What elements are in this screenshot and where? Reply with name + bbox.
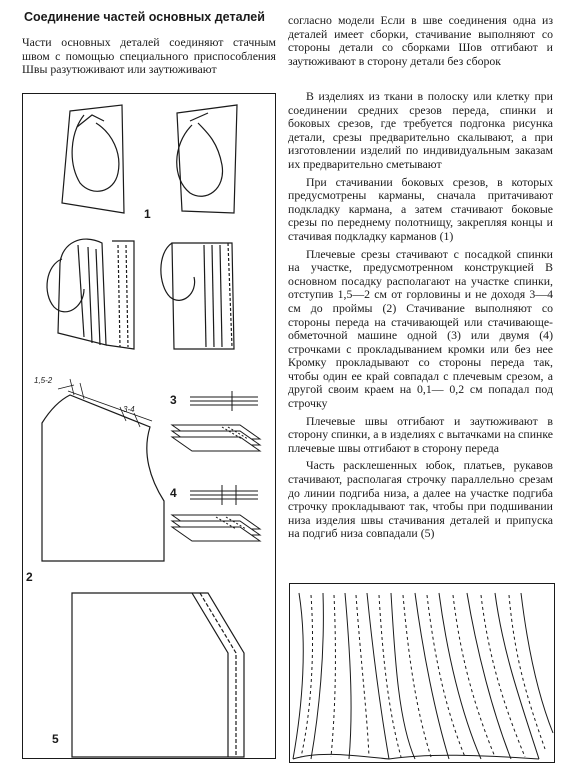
right-text-column-2 bbox=[288, 90, 553, 545]
figure-label-1: 1 bbox=[144, 207, 151, 221]
skirt-pocket-right bbox=[161, 243, 234, 349]
right-text-column bbox=[288, 14, 553, 72]
figure-label-2: 2 bbox=[26, 570, 33, 584]
seam-diagram-3-top bbox=[190, 391, 258, 411]
section-heading: Соединение частей основных деталей bbox=[24, 10, 265, 24]
skirt-folds bbox=[293, 593, 553, 759]
skirt-pocket-left bbox=[47, 239, 134, 349]
figure-label-3: 3 bbox=[170, 393, 177, 407]
dimension-label-armhole: 3-4 bbox=[123, 405, 135, 414]
flared-skirt-illustration bbox=[289, 583, 555, 763]
paragraph-striped-fabric: В изделиях из ткани в полоску или клетку при соединении средних срезов переда, спинки и боковых срезов, где требуется подгонка рисунка детали, срезы предварительно скалывают, а при изготовлении изделий по индивидуальным заказам их предварительно сметывают bbox=[288, 89, 553, 171]
paragraph-shoulder-seams: Плечевые срезы стачивают с посадкой спинки на участке, предусмотренном конструкцией В основном посадку располагают на участке спинки, отступив 1,5—2 см от горловины и не доходя 3—4 см до проймы (2) Стачивание выполняют со стороны переда на стачивающей или стачивающе-обметочной машине одной (3) или двумя (4) строчками с прокладыванием кромки или без нее Кромку прокладывают со стороны переда так, чтобы один ее край совпадал с плечевым срезом, а другой своим краем на 0,1— 0,2 см попадал под строчку bbox=[288, 246, 553, 411]
figure-panel-left bbox=[22, 93, 276, 759]
dimension-label-neck: 1,5-2 bbox=[34, 376, 53, 385]
shoulder-pattern bbox=[42, 379, 164, 561]
hem-panel bbox=[72, 593, 244, 757]
seam-diagram-4-fabric bbox=[172, 515, 260, 541]
intro-paragraph: Части основных деталей соединяют стачным швом с помощью специального приспособления Швы разутюживают или заутюживают bbox=[22, 35, 276, 77]
seam-diagram-4-top bbox=[190, 485, 258, 505]
pocket-piece-left bbox=[62, 105, 124, 213]
paragraph-shoulder-press: Плечевые швы отгибают и заутюживают в сторону спинки, а в изделиях с вытачками на спинке плечевые швы отгибают в сторону переда bbox=[288, 413, 553, 455]
skirt-stitching bbox=[301, 595, 545, 757]
paragraph-side-seams-pockets: При стачивании боковых срезов, в которых предусмотрены карманы, сначала притачивают подкладку кармана, а затем стачивают боковые срезы по переднему полотнищу, закрепляя концы и стачивая подкладку карманов (1) bbox=[288, 174, 553, 243]
figure-label-4: 4 bbox=[170, 486, 177, 500]
figure-label-5: 5 bbox=[52, 732, 59, 746]
seam-diagram-3-fabric bbox=[172, 425, 260, 451]
paragraph-flared-skirts: Часть расклешенных юбок, платьев, рукавов стачивают, располагая строчку параллельно срезам до линии подгиба низа, а далее на участке подгиба строчку прокладывают так, чтобы при подшивании низа изделия швы стачивания деталей и припуска на подгиб низа совпадали (5) bbox=[288, 458, 553, 541]
paragraph-seams-gathers: согласно модели Если в шве соединения одна из деталей имеет сборки, стачивание выполняют со стороны детали со сборками Шов отгибают и заутюживают в сторону детали без сборок bbox=[288, 13, 553, 68]
pocket-piece-right bbox=[177, 105, 237, 213]
